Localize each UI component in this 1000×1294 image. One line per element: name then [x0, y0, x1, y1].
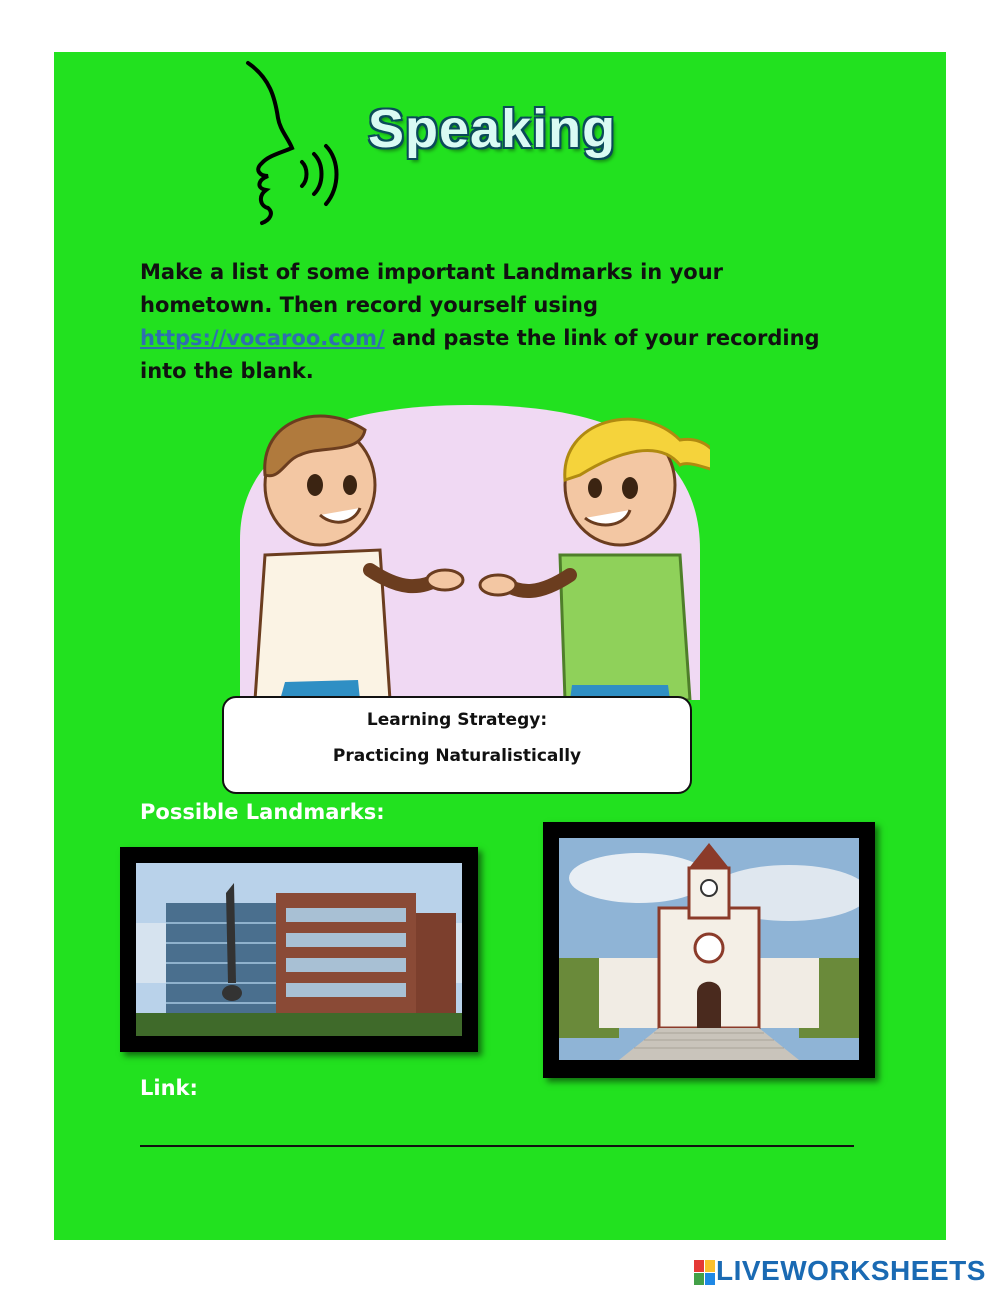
landmark-photo-building — [120, 847, 478, 1052]
learning-strategy-box — [222, 696, 692, 794]
vocaroo-link[interactable]: https://vocaroo.com/ — [140, 326, 385, 350]
kids-talking-illustration — [240, 400, 710, 700]
speaking-head-icon — [240, 58, 350, 228]
liveworksheets-brand — [694, 1255, 986, 1287]
strategy-heading: Learning Strategy: — [366, 710, 548, 730]
liveworksheets-logo-icon — [694, 1260, 716, 1286]
brand-name: LIVEWORKSHEETS — [716, 1255, 986, 1286]
instructions-text — [140, 256, 840, 388]
link-answer-blank[interactable] — [140, 1145, 854, 1147]
possible-landmarks-label: Possible Landmarks: — [140, 800, 385, 824]
page-title: Speaking — [368, 99, 617, 159]
instructions-part2: and paste the link of your recording into the blank. — [140, 326, 820, 383]
landmark-photo-church — [543, 822, 875, 1078]
link-label: Link: — [140, 1076, 198, 1100]
instructions-part1: Make a list of some important Landmarks in your hometown. Then record yourself using — [140, 260, 723, 317]
strategy-name: Practicing Naturalistically — [332, 746, 582, 766]
